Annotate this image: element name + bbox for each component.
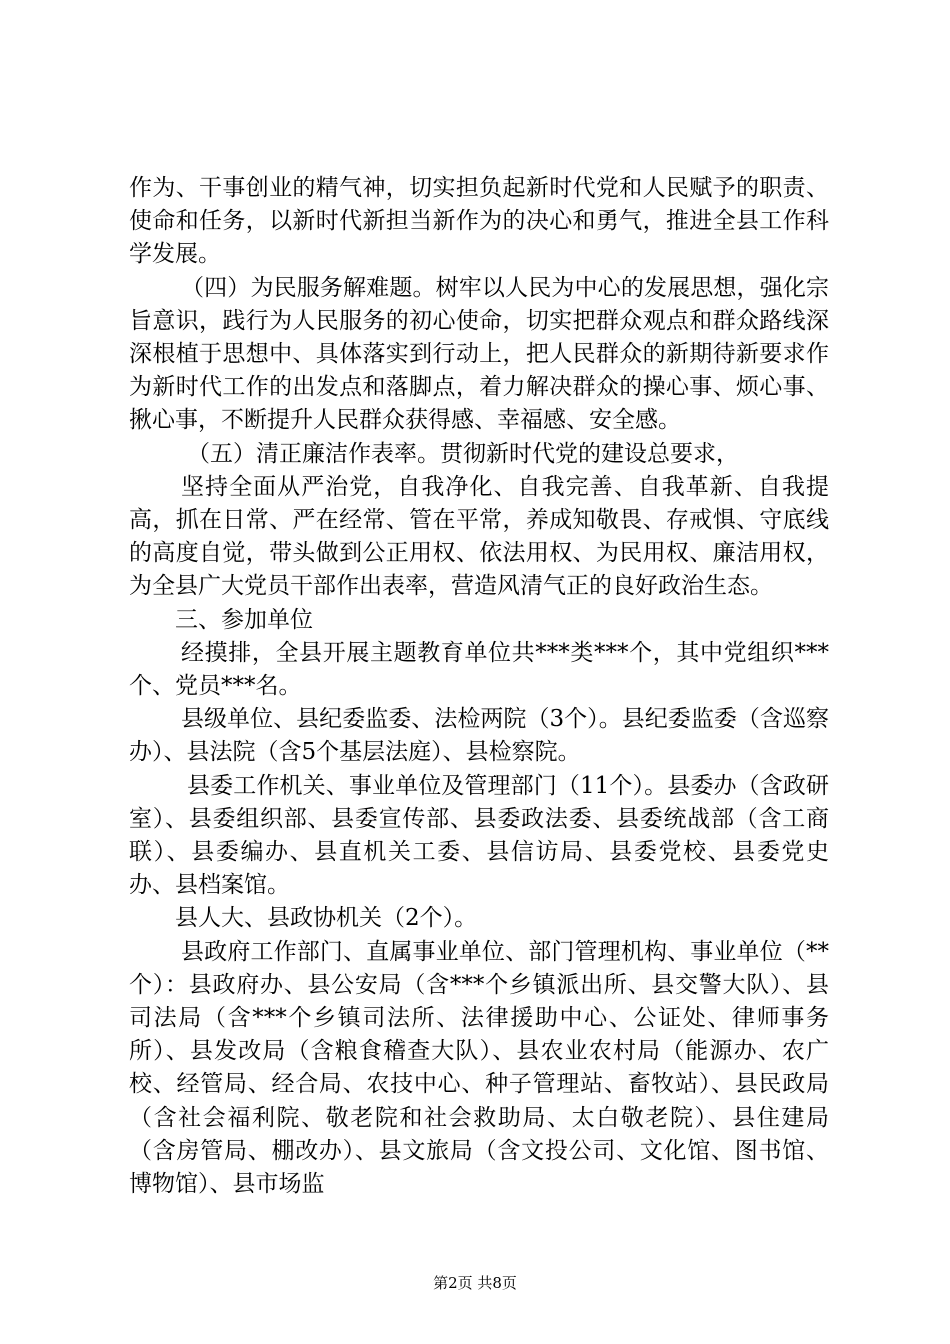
paragraph-npc-cppcc: 县人大、县政协机关（2个）。 (175, 905, 478, 932)
paragraph-item-five-body: 坚持全面从严治党，自我净化、自我完善、自我革新、自我提高，抓在日常、严在经常、管在平常，养成知敬畏、存戒惧、守底线的高度自觉，带头做到公正用权、依法用权、为民用权、廉洁用权，为全县广大党员干部作出表率，营造风清气正的良好政治生态。 (129, 473, 829, 600)
paragraph-item-four: （四）为民服务解难题。树牢以人民为中心的发展思想，强化宗旨意识，践行为人民服务的初心使命，切实把群众观点和群众路线深深根植于思想中、具体落实到行动上，把人民群众的新期待新要求作为新时代工作的出发点和落脚点，着力解决群众的操心事、烦心事、揪心事，不断提升人民群众获得感、幸福感、安全感。 (129, 274, 829, 434)
document-body (129, 172, 829, 1201)
section-heading-participants: 三、参加单位 (175, 606, 313, 633)
page-number-footer: 第2页 共8页 (433, 1274, 517, 1292)
paragraph-survey: 经摸排，全县开展主题教育单位共***类***个，其中党组织***个、党员***名。 (129, 639, 829, 700)
paragraph-committee-organs: 县委工作机关、事业单位及管理部门（11个）。县委办（含政研室）、县委组织部、县委宣传部、县委政法委、县委统战部（含工商联）、县委编办、县直机关工委、县信访局、县委党校、县委党史办、县档案馆。 (129, 772, 829, 899)
paragraph-county-units: 县级单位、县纪委监委、法检两院（3个）。县纪委监委（含巡察办）、县法院（含5个基层法庭）、县检察院。 (129, 706, 829, 766)
paragraph-continuation: 作为、干事创业的精气神，切实担负起新时代党和人民赋予的职责、使命和任务，以新时代新担当新作为的决心和勇气，推进全县工作科学发展。 (129, 175, 829, 268)
paragraph-government-departments: 县政府工作部门、直属事业单位、部门管理机构、事业单位（**个）：县政府办、县公安局（含***个乡镇派出所、县交警大队）、县司法局（含***个乡镇司法所、法律援助中心、公证处、律师事务所）、县发改局（含粮食稽查大队）、县农业农村局（能源办、农广校、经管局、经合局、农技中心、种子管理站、畜牧站）、县民政局（含社会福利院、敬老院和社会救助局、太白敬老院）、县住建局（含房管局、棚改办）、县文旅局（含文投公司、文化馆、图书馆、博物馆）、县市场监 (129, 938, 829, 1198)
paragraph-item-five: （五）清正廉洁作表率。贯彻新时代党的建设总要求， (187, 440, 739, 467)
